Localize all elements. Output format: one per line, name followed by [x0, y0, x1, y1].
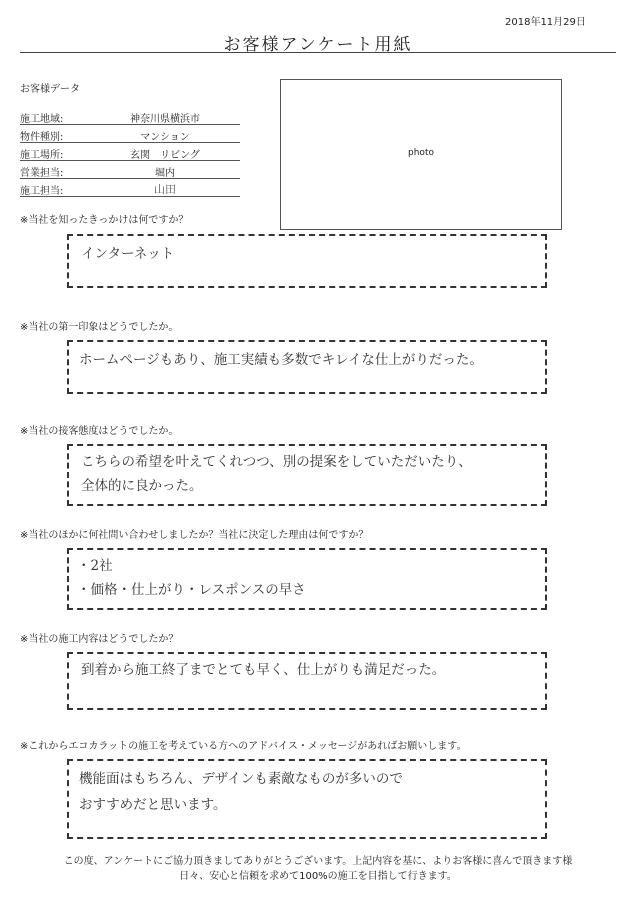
answer-box-2 [67, 340, 547, 394]
customer-row-installer [20, 180, 240, 197]
question-5: ※当社の施工内容はどうでしたか？ [20, 634, 179, 645]
survey-date: 2018年11月29日 [505, 17, 586, 28]
answer-1-line-1: インターネット [81, 246, 175, 262]
answer-6-line-2: おすすめだと思います。 [79, 797, 227, 813]
question-1: ※当社を知ったきっかけは何ですか？ [20, 215, 189, 226]
answer-5-line-1: 到着から施工終了までとても早く、仕上がりも満足だった。 [81, 662, 446, 678]
row-label: 施工担当: [20, 186, 64, 197]
footer-message-line-2: 日々、安心と信頼を求めて100%の施工を目指して行きます。 [179, 871, 457, 882]
question-6: ※これからエコカラットの施工を考えている方へのアドバイス・メッセージがあればお願いします。 [20, 741, 467, 752]
row-value: マンション [140, 132, 190, 143]
answer-6-line-1: 機能面はもちろん、デザインも素敵なものが多いので [79, 771, 403, 787]
row-label: 施工場所: [20, 150, 64, 161]
photo-placeholder [280, 79, 562, 230]
row-label: 営業担当: [20, 168, 64, 179]
photo-label: photo [408, 148, 434, 158]
question-4: ※当社のほかに何社問い合わせしましたか？当社に決定した理由は何ですか？ [20, 530, 369, 541]
customer-row-area [20, 108, 240, 125]
answer-2-line-1: ホームページもあり、施工実績も多数でキレイな仕上がりだった。 [79, 352, 483, 368]
answer-3-line-1: こちらの希望を叶えてくれつつ、別の提案をしていただいたり、 [81, 454, 472, 470]
customer-row-sales-rep [20, 162, 240, 179]
row-label: 施工地域: [20, 114, 64, 125]
answer-box-3 [67, 444, 547, 506]
customer-row-property-type [20, 126, 240, 143]
title-underline [20, 52, 616, 53]
row-value-handwritten: 山田 [154, 183, 176, 196]
row-value: 神奈川県横浜市 [130, 114, 200, 125]
footer-message-line-1: この度、アンケートにご協力頂きましてありがとうございます。上記内容を基に、よりお客様に喜んで頂きます様 [63, 856, 573, 867]
customer-row-location [20, 144, 240, 161]
answer-box-1 [67, 234, 547, 288]
answer-box-6 [67, 759, 547, 839]
answer-4-line-2: ・価格・仕上がり・レスポンスの早さ [77, 582, 306, 598]
customer-data-heading: お客様データ [20, 84, 80, 95]
answer-4-line-1: ・2社 [77, 558, 113, 574]
question-3: ※当社の接客態度はどうでしたか。 [20, 426, 179, 437]
question-2: ※当社の第一印象はどうでしたか。 [20, 322, 179, 333]
answer-3-line-2: 全体的に良かった。 [81, 478, 203, 494]
answer-box-5 [67, 652, 547, 710]
row-value: 玄関 リビング [130, 150, 200, 161]
row-label: 物件種別: [20, 132, 64, 143]
answer-box-4 [67, 548, 547, 610]
row-value: 堀内 [155, 168, 175, 179]
page-title: お客様アンケート用紙 [223, 35, 413, 55]
